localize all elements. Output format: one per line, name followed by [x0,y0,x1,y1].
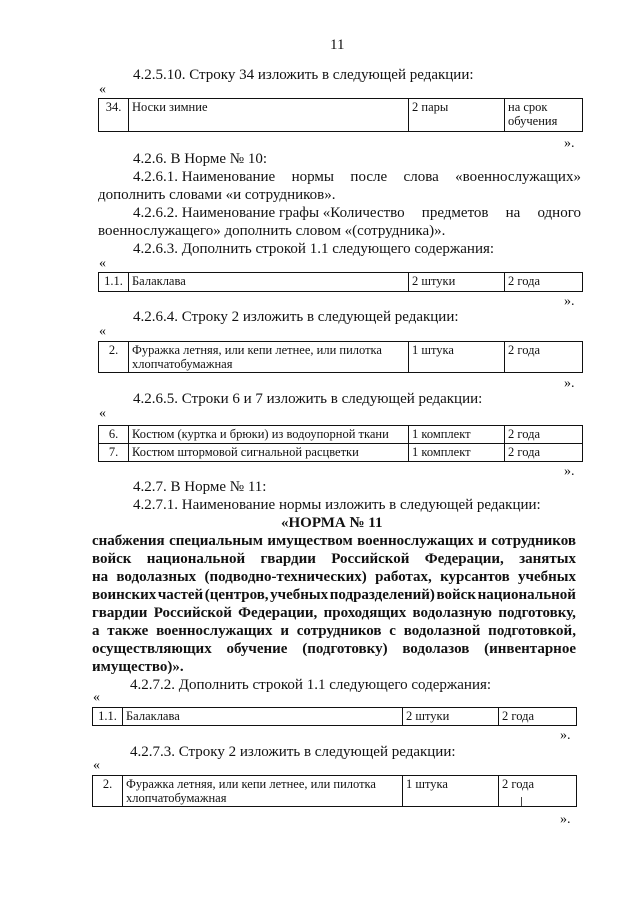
cell-name: Балаклава [129,273,409,291]
cell-num: 6. [99,426,129,443]
word: сотрудников [491,533,576,549]
cell-term: 2 года [502,777,534,791]
quote-open: « [99,406,106,421]
cell-term: 2 года [502,709,534,723]
quote-close: ». [560,728,571,743]
cell-term [505,99,582,131]
para-4-2-6-3: 4.2.6.3. Дополнить строкой 1.1 следующего содержания: [133,241,495,257]
word: Федерации, [238,605,318,621]
para-4-2-6-1-line1 [133,168,581,186]
cell-name-line2: хлопчатобумажная [132,357,233,371]
norma-line [92,622,576,640]
word: обучение [226,641,288,657]
word: нормы [291,169,334,185]
norma-line [92,586,576,604]
cell-num: 1.1. [99,273,129,291]
para-4-2-6-1-line2: дополнить словами «и сотрудников». [98,187,336,203]
para-4-2-5-10: 4.2.5.10. Строку 34 изложить в следующей редакции: [133,67,474,83]
norma-title: «НОРМА № 11 [281,515,383,531]
word: подразделений) [329,587,435,603]
word: войск [436,587,476,603]
table-row [99,426,582,443]
word: одного [537,205,581,221]
cell-qty: 2 штуки [403,708,499,725]
word: (инвентарное [484,641,576,657]
cell-term-line2: обучения [508,114,558,128]
para-4-2-7: 4.2.7. В Норме № 11: [133,479,267,495]
cell-num: 2. [99,342,129,372]
word: 4.2.6.2. Наименование графы «Количество [133,205,405,221]
word: и [280,623,289,639]
cell-qty: 2 пары [409,99,505,131]
quote-close: ». [564,464,575,479]
para-4-2-6-2-line2: военнослужащего» дополнить словом «(сотрудника)». [98,223,446,239]
quote-open: « [93,690,100,705]
word: военнослужащих [156,623,273,639]
word: водолазных [116,569,197,585]
cell-name-line1: Фуражка летняя, или кепи летнее, или пилотка [126,777,376,791]
word: Федерации, [424,551,504,567]
word: с [389,623,396,639]
quote-open: « [93,758,100,773]
cell-term-line1: на срок [508,100,548,114]
quote-open: « [99,324,106,339]
cell-qty: 1 штука [409,342,505,372]
cell-qty: 2 штуки [409,273,505,291]
word: водолазную [412,605,493,621]
word: частей [157,587,204,603]
word: курсантов [440,569,510,585]
word: водолазов [402,641,470,657]
para-4-2-6-4: 4.2.6.4. Строку 2 изложить в следующей редакции: [133,309,459,325]
table-rows-6-7 [98,425,583,462]
para-4-2-7-3: 4.2.7.3. Строку 2 изложить в следующей редакции: [130,744,456,760]
para-4-2-6-5: 4.2.6.5. Строки 6 и 7 изложить в следующей редакции: [133,391,483,407]
word: осуществляющих [92,641,212,657]
word: учебных [270,587,329,603]
cell-name-line1: Фуражка летняя, или кепи летнее, или пилотка [132,343,382,357]
norma-line [92,568,576,586]
table-row-34 [98,98,583,132]
word: Российской [153,605,232,621]
cell-name [123,776,403,806]
word: также [107,623,149,639]
word: проходящих [323,605,407,621]
norma-line [92,640,576,658]
word: военнослужащих [357,533,474,549]
quote-close: ». [564,376,575,391]
word: войск [92,551,132,567]
word: национальной [146,551,246,567]
word: после [350,169,388,185]
cell-num: 34. [99,99,129,131]
quote-open: « [99,82,106,97]
word: слова [403,169,439,185]
page-number: 11 [330,37,345,53]
word: на [92,569,109,585]
norma-line [92,604,576,622]
word: работах, [375,569,432,585]
word: занятых [519,551,576,567]
cell-name: Носки зимние [129,99,409,131]
table-row-1-1 [92,707,577,726]
cell-qty: 1 комплект [409,444,505,461]
word: имуществом [267,533,353,549]
word: на [505,205,521,221]
cell-name [129,342,409,372]
word: гвардии [92,605,148,621]
cell-name-line2: хлопчатобумажная [126,791,227,805]
word: «военнослужащих» [455,169,581,185]
word: гвардии [260,551,316,567]
word: снабжения [92,533,165,549]
para-4-2-6: 4.2.6. В Норме № 10: [133,151,267,167]
word: а [92,623,100,639]
word: Российской [331,551,410,567]
cell-name: Костюм (куртка и брюки) из водоупорной ткани [129,426,409,443]
table-row-2 [92,775,577,807]
cell-term: 2 года [508,274,540,288]
word: подготовкой, [488,623,576,639]
norma-line [92,550,576,568]
word: 4.2.6.1. Наименование [133,169,276,185]
word: подготовку, [498,605,576,621]
cell-num: 7. [99,444,129,461]
cell-qty: 1 комплект [409,426,505,443]
norma-last-line: имущество)». [92,659,184,675]
table-row-1-1 [98,272,583,292]
scan-speck [521,797,522,806]
quote-close: ». [564,294,575,309]
word: (подводно-технических) [204,569,367,585]
cell-num: 2. [93,776,123,806]
word: (центров, [204,587,269,603]
word: воинских [92,587,157,603]
quote-open: « [99,256,106,271]
quote-close: ». [564,136,575,151]
table-row [99,443,582,461]
cell-qty: 1 штука [403,776,499,806]
word: предметов [421,205,489,221]
para-4-2-7-2: 4.2.7.2. Дополнить строкой 1.1 следующего содержания: [130,677,492,693]
cell-term: 2 года [508,427,540,441]
word: учебных [518,569,576,585]
table-row-2 [98,341,583,373]
norma-line [92,532,576,550]
para-4-2-7-1: 4.2.7.1. Наименование нормы изложить в следующей редакции: [133,497,541,513]
quote-close: ». [560,812,571,827]
cell-num: 1.1. [93,708,123,725]
word: национальной [477,587,576,603]
cell-term: 2 года [508,343,540,357]
cell-name: Костюм штормовой сигнальной расцветки [129,444,409,461]
word: специальным [169,533,263,549]
cell-name: Балаклава [123,708,403,725]
para-4-2-6-2-line1 [133,204,581,222]
word: сотрудников [296,623,382,639]
word: водолазной [403,623,481,639]
word: и [478,533,487,549]
cell-term: 2 года [508,445,540,459]
word: (подготовку) [302,641,388,657]
